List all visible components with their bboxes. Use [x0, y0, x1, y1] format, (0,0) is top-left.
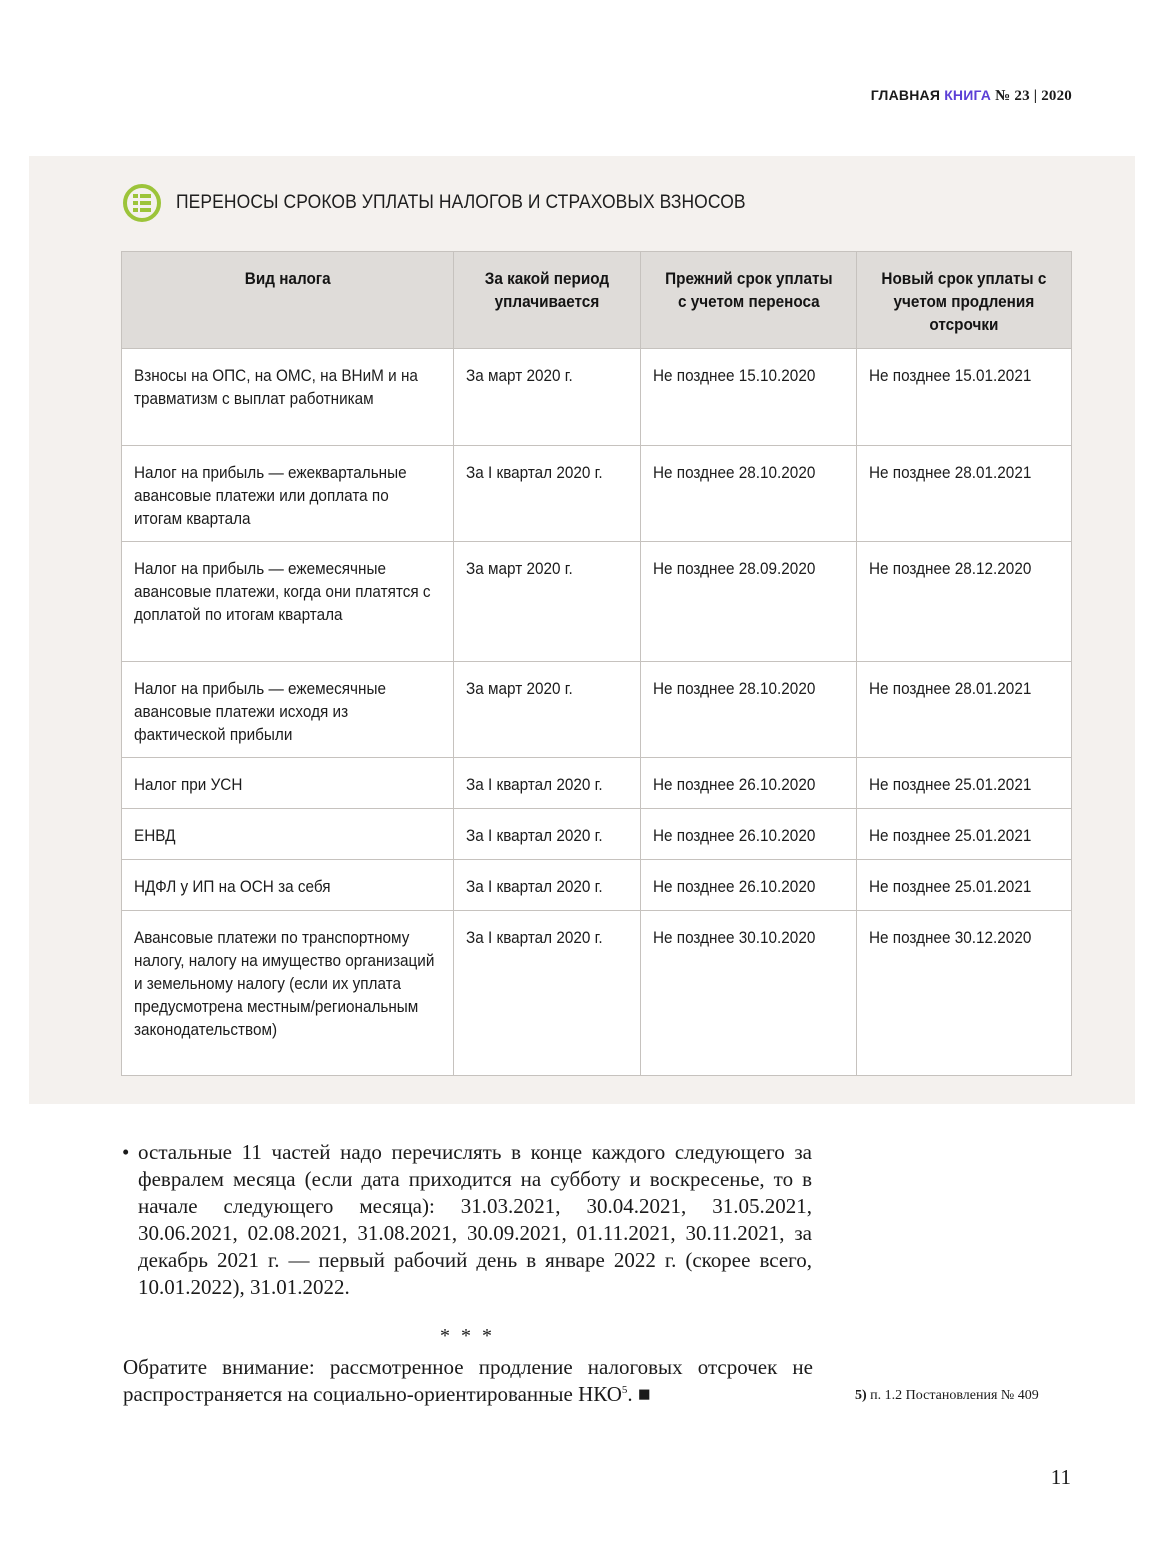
table-row — [122, 809, 1072, 860]
table-row — [122, 911, 1072, 1076]
bullet-paragraph — [122, 1139, 812, 1301]
table-cell: За I квартал 2020 г. — [453, 446, 640, 542]
masthead-issue: № 23 | 2020 — [995, 88, 1072, 104]
table-cell: Налог на прибыль — ежеквартальные авансовые платежи или доплата по итогам квартала — [122, 446, 454, 542]
section-header — [122, 183, 795, 223]
table-cell: За I квартал 2020 г. — [453, 911, 640, 1076]
table-cell: Налог на прибыль — ежемесячные авансовые платежи исходя из фактической прибыли — [122, 662, 454, 758]
table-cell: За I квартал 2020 г. — [453, 758, 640, 809]
closing-text: Обратите внимание: рассмотренное продление налоговых отсрочек не распространяется на социально-ориентированные НКО — [123, 1355, 813, 1406]
table-cell: Не позднее 15.01.2021 — [857, 349, 1072, 446]
table-cell: Налог на прибыль — ежемесячные авансовые платежи, когда они платятся с доплатой по итогам квартала — [122, 542, 454, 662]
table-cell: Не позднее 30.10.2020 — [640, 911, 857, 1076]
table-cell: За I квартал 2020 г. — [453, 860, 640, 911]
bullet-marker: • — [122, 1140, 130, 1164]
page-number: 11 — [1050, 1465, 1071, 1489]
end-mark: . ■ — [627, 1382, 651, 1406]
closing-paragraph — [123, 1354, 813, 1408]
table-cell: Не позднее 30.12.2020 — [857, 911, 1072, 1076]
table-cell: За март 2020 г. — [453, 349, 640, 446]
table-row — [122, 662, 1072, 758]
footnote-reference: 5 — [621, 1384, 628, 1396]
section-separator: * * * — [440, 1325, 495, 1347]
section-title: ПЕРЕНОСЫ СРОКОВ УПЛАТЫ НАЛОГОВ И СТРАХОВЫХ ВЗНОСОВ — [176, 192, 746, 213]
table-cell: За март 2020 г. — [453, 542, 640, 662]
table-cell: НДФЛ у ИП на ОСН за себя — [122, 860, 454, 911]
table-row — [122, 349, 1072, 446]
table-cell: Не позднее 28.01.2021 — [857, 662, 1072, 758]
column-header-new-deadline: Новый срок уплаты с учетом продления отсрочки — [857, 252, 1072, 349]
table-cell: Налог при УСН — [122, 758, 454, 809]
magazine-masthead — [871, 87, 1072, 105]
table-cell: Не позднее 28.10.2020 — [640, 446, 857, 542]
table-cell: Не позднее 28.01.2021 — [857, 446, 1072, 542]
table-cell: Не позднее 15.10.2020 — [640, 349, 857, 446]
table-cell: За март 2020 г. — [453, 662, 640, 758]
table-row — [122, 860, 1072, 911]
table-cell: Не позднее 25.01.2021 — [857, 809, 1072, 860]
table-cell: Не позднее 25.01.2021 — [857, 860, 1072, 911]
footnote-number: 5) — [855, 1388, 867, 1403]
table-cell: Не позднее 26.10.2020 — [640, 758, 857, 809]
table-cell: Не позднее 26.10.2020 — [640, 809, 857, 860]
column-header-tax-type: Вид налога — [122, 252, 454, 349]
table-cell: Не позднее 28.10.2020 — [640, 662, 857, 758]
footnote-text: п. 1.2 Постановления № 409 — [870, 1388, 1039, 1403]
masthead-brand-a: ГЛАВНАЯ — [870, 87, 941, 103]
table-row — [122, 542, 1072, 662]
masthead-brand-b: КНИГА — [944, 87, 992, 103]
column-header-old-deadline: Прежний срок уплаты с учетом переноса — [640, 252, 857, 349]
tax-deadlines-table — [121, 251, 1072, 1076]
table-cell: Не позднее 28.12.2020 — [857, 542, 1072, 662]
table-cell: Авансовые платежи по транспортному налогу, налогу на имущество организаций и земельному налогу (если их уплата предусмотрена местным/региональным законодательством) — [122, 911, 454, 1076]
table-cell: Не позднее 28.09.2020 — [640, 542, 857, 662]
footnote — [855, 1388, 1039, 1404]
table-icon — [122, 183, 162, 223]
bullet-text: остальные 11 частей надо перечислять в конце каждого следующего за февралем месяца (если дата приходится на субботу и воскресенье, то в начале следующего месяца): 31.03.2021, 30.04.2021, 31.05.2021, 30.06.2021, 02.08.2021, 31.08.2021, 30.09.2021, 01.11.2021, 30.11.2021, за декабрь 2021 г. — первый рабочий день в январе 2022 г. (скорее всего, 10.01.2022), 31.01.2022. — [138, 1140, 812, 1299]
table-cell: За I квартал 2020 г. — [453, 809, 640, 860]
table-cell: ЕНВД — [122, 809, 454, 860]
table-row — [122, 446, 1072, 542]
table-header-row — [122, 252, 1072, 349]
table-cell: Взносы на ОПС, на ОМС, на ВНиМ и на травматизм с выплат работникам — [122, 349, 454, 446]
column-header-period: За какой период уплачивается — [453, 252, 640, 349]
table-cell: Не позднее 25.01.2021 — [857, 758, 1072, 809]
table-row — [122, 758, 1072, 809]
table-cell: Не позднее 26.10.2020 — [640, 860, 857, 911]
